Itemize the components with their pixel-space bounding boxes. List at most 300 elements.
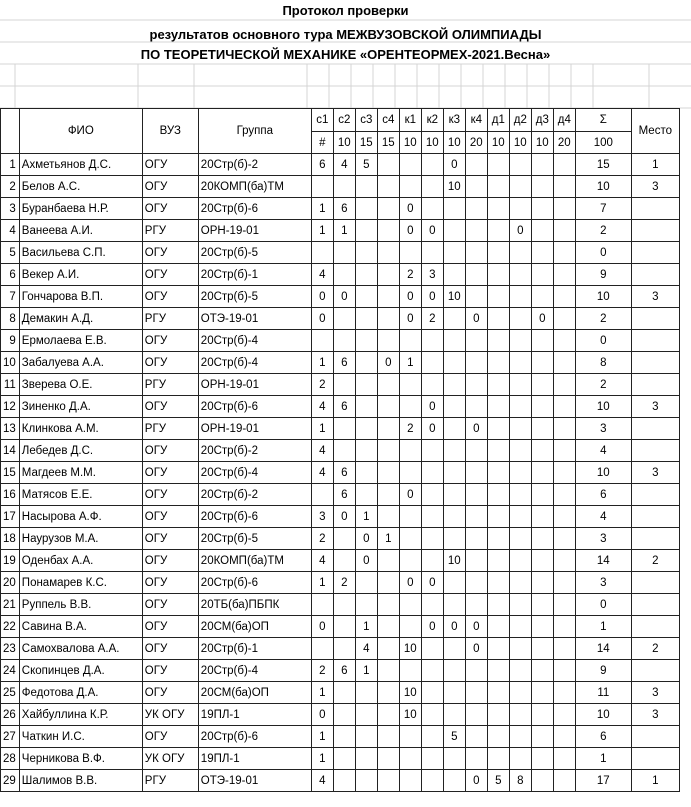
table-row bbox=[1, 726, 680, 748]
fio-cell: Скопинцев Д.А. bbox=[19, 660, 142, 682]
place-cell: 3 bbox=[631, 396, 679, 418]
score-cell bbox=[333, 264, 355, 286]
score-cell bbox=[487, 484, 509, 506]
max-points-cell: 10 bbox=[443, 132, 465, 154]
score-cell bbox=[355, 220, 377, 242]
score-cell bbox=[355, 484, 377, 506]
score-cell bbox=[421, 440, 443, 462]
score-cell bbox=[443, 374, 465, 396]
vuz-cell: ОГУ bbox=[142, 682, 198, 704]
score-cell: 0 bbox=[421, 220, 443, 242]
sum-cell: 10 bbox=[575, 704, 631, 726]
vuz-cell: РГУ bbox=[142, 418, 198, 440]
score-cell bbox=[553, 726, 575, 748]
score-cell bbox=[553, 286, 575, 308]
fio-cell: Черникова В.Ф. bbox=[19, 748, 142, 770]
row-number: 28 bbox=[1, 748, 20, 770]
score-cell bbox=[531, 550, 553, 572]
group-cell: 20Стр(б)-2 bbox=[198, 154, 311, 176]
vuz-cell: ОГУ bbox=[142, 440, 198, 462]
table-row bbox=[1, 418, 680, 440]
score-cell bbox=[443, 352, 465, 374]
task-header: д1 bbox=[487, 109, 509, 132]
vuz-cell: ОГУ bbox=[142, 550, 198, 572]
place-cell bbox=[631, 330, 679, 352]
group-cell: 20Стр(б)-2 bbox=[198, 484, 311, 506]
score-cell: 1 bbox=[311, 682, 333, 704]
score-cell bbox=[531, 374, 553, 396]
vuz-cell: ОГУ bbox=[142, 484, 198, 506]
score-cell bbox=[443, 770, 465, 792]
score-cell bbox=[531, 264, 553, 286]
score-cell bbox=[509, 704, 531, 726]
score-cell bbox=[553, 462, 575, 484]
sum-cell: 15 bbox=[575, 154, 631, 176]
place-cell bbox=[631, 374, 679, 396]
score-cell bbox=[509, 286, 531, 308]
place-cell bbox=[631, 440, 679, 462]
row-number: 13 bbox=[1, 418, 20, 440]
score-cell: 0 bbox=[465, 616, 487, 638]
place-cell bbox=[631, 594, 679, 616]
score-cell: 8 bbox=[509, 770, 531, 792]
score-cell bbox=[509, 396, 531, 418]
group-cell: 20Стр(б)-6 bbox=[198, 572, 311, 594]
score-cell: 10 bbox=[399, 638, 421, 660]
score-cell bbox=[377, 506, 399, 528]
sum-cell: 3 bbox=[575, 418, 631, 440]
score-cell: 0 bbox=[421, 572, 443, 594]
score-cell bbox=[553, 682, 575, 704]
score-cell bbox=[421, 550, 443, 572]
score-cell bbox=[421, 242, 443, 264]
score-cell: 4 bbox=[311, 264, 333, 286]
row-number: 4 bbox=[1, 220, 20, 242]
table-row bbox=[1, 682, 680, 704]
group-cell: 20Стр(б)-6 bbox=[198, 506, 311, 528]
sum-cell: 10 bbox=[575, 286, 631, 308]
max-points-cell: 10 bbox=[531, 132, 553, 154]
score-cell bbox=[421, 462, 443, 484]
task-header: с4 bbox=[377, 109, 399, 132]
score-cell: 1 bbox=[311, 198, 333, 220]
table-row bbox=[1, 616, 680, 638]
fio-header: ФИО bbox=[19, 109, 142, 154]
score-cell bbox=[487, 352, 509, 374]
score-cell bbox=[333, 308, 355, 330]
sum-cell: 0 bbox=[575, 242, 631, 264]
score-cell bbox=[421, 330, 443, 352]
score-cell bbox=[531, 418, 553, 440]
vuz-cell: УК ОГУ bbox=[142, 704, 198, 726]
score-cell bbox=[553, 484, 575, 506]
score-cell bbox=[531, 528, 553, 550]
fio-cell: Ермолаева Е.В. bbox=[19, 330, 142, 352]
fio-cell: Гончарова В.П. bbox=[19, 286, 142, 308]
row-number: 27 bbox=[1, 726, 20, 748]
score-cell bbox=[421, 176, 443, 198]
score-cell bbox=[465, 330, 487, 352]
score-cell: 10 bbox=[443, 286, 465, 308]
score-cell: 0 bbox=[421, 418, 443, 440]
score-cell bbox=[333, 550, 355, 572]
score-cell: 0 bbox=[465, 638, 487, 660]
score-cell: 1 bbox=[311, 748, 333, 770]
score-cell bbox=[553, 704, 575, 726]
vuz-cell: РГУ bbox=[142, 374, 198, 396]
fio-cell: Векер А.И. bbox=[19, 264, 142, 286]
score-cell: 10 bbox=[443, 176, 465, 198]
score-cell bbox=[355, 572, 377, 594]
fio-cell: Федотова Д.А. bbox=[19, 682, 142, 704]
score-cell bbox=[443, 484, 465, 506]
score-cell bbox=[333, 682, 355, 704]
vuz-cell: ОГУ bbox=[142, 506, 198, 528]
score-cell bbox=[531, 330, 553, 352]
score-cell bbox=[531, 638, 553, 660]
score-cell bbox=[553, 374, 575, 396]
score-cell bbox=[509, 660, 531, 682]
table-row bbox=[1, 572, 680, 594]
group-cell: 19ПЛ-1 bbox=[198, 748, 311, 770]
vuz-cell: ОГУ bbox=[142, 286, 198, 308]
score-cell bbox=[421, 374, 443, 396]
row-number: 11 bbox=[1, 374, 20, 396]
fio-cell: Васильева С.П. bbox=[19, 242, 142, 264]
place-cell: 3 bbox=[631, 682, 679, 704]
score-cell bbox=[421, 770, 443, 792]
fio-cell: Забалуева А.А. bbox=[19, 352, 142, 374]
score-cell bbox=[531, 396, 553, 418]
score-cell bbox=[531, 726, 553, 748]
vuz-cell: РГУ bbox=[142, 308, 198, 330]
table-row bbox=[1, 594, 680, 616]
score-cell bbox=[465, 726, 487, 748]
score-cell bbox=[355, 198, 377, 220]
score-cell bbox=[487, 308, 509, 330]
fio-cell: Насырова А.Ф. bbox=[19, 506, 142, 528]
place-cell: 2 bbox=[631, 638, 679, 660]
fio-cell: Белов А.С. bbox=[19, 176, 142, 198]
table-row bbox=[1, 396, 680, 418]
score-cell: 1 bbox=[399, 352, 421, 374]
score-cell: 10 bbox=[399, 704, 421, 726]
score-cell bbox=[355, 682, 377, 704]
score-cell: 4 bbox=[311, 396, 333, 418]
fio-cell: Матясов Е.Е. bbox=[19, 484, 142, 506]
score-cell bbox=[487, 638, 509, 660]
score-cell: 2 bbox=[333, 572, 355, 594]
max-points-cell: 15 bbox=[355, 132, 377, 154]
score-cell bbox=[487, 198, 509, 220]
group-cell: 20Стр(б)-6 bbox=[198, 396, 311, 418]
score-cell bbox=[487, 726, 509, 748]
score-cell bbox=[509, 484, 531, 506]
score-cell bbox=[333, 770, 355, 792]
score-cell bbox=[399, 770, 421, 792]
score-cell bbox=[553, 572, 575, 594]
score-cell bbox=[421, 506, 443, 528]
fio-cell: Оденбах А.А. bbox=[19, 550, 142, 572]
score-cell bbox=[421, 154, 443, 176]
score-cell bbox=[509, 374, 531, 396]
place-cell bbox=[631, 506, 679, 528]
task-header: к1 bbox=[399, 109, 421, 132]
score-cell: 4 bbox=[333, 154, 355, 176]
group-cell: 20Стр(б)-4 bbox=[198, 462, 311, 484]
score-cell bbox=[531, 242, 553, 264]
table-row bbox=[1, 242, 680, 264]
score-cell: 0 bbox=[399, 308, 421, 330]
table-row bbox=[1, 440, 680, 462]
score-cell bbox=[443, 528, 465, 550]
score-cell bbox=[443, 682, 465, 704]
row-number: 14 bbox=[1, 440, 20, 462]
protocol-title: Протокол проверки bbox=[282, 3, 409, 18]
score-cell bbox=[553, 396, 575, 418]
score-cell bbox=[487, 550, 509, 572]
row-number: 17 bbox=[1, 506, 20, 528]
score-cell bbox=[311, 176, 333, 198]
score-cell bbox=[531, 198, 553, 220]
vuz-header: ВУЗ bbox=[142, 109, 198, 154]
row-number: 16 bbox=[1, 484, 20, 506]
score-cell bbox=[443, 440, 465, 462]
score-cell bbox=[377, 264, 399, 286]
score-cell: 4 bbox=[311, 770, 333, 792]
group-cell: ОРН-19-01 bbox=[198, 220, 311, 242]
group-cell: 20Стр(б)-1 bbox=[198, 264, 311, 286]
score-cell bbox=[531, 748, 553, 770]
group-cell: 20Стр(б)-4 bbox=[198, 660, 311, 682]
score-cell bbox=[421, 594, 443, 616]
max-points-cell: 10 bbox=[421, 132, 443, 154]
score-cell bbox=[443, 308, 465, 330]
score-cell bbox=[377, 484, 399, 506]
score-cell bbox=[553, 176, 575, 198]
score-cell bbox=[443, 572, 465, 594]
sum-cell: 10 bbox=[575, 462, 631, 484]
score-cell bbox=[487, 528, 509, 550]
score-cell bbox=[355, 748, 377, 770]
task-header: д2 bbox=[509, 109, 531, 132]
group-cell: 20Стр(б)-5 bbox=[198, 286, 311, 308]
vuz-cell: ОГУ bbox=[142, 528, 198, 550]
score-cell bbox=[553, 264, 575, 286]
score-cell: 5 bbox=[443, 726, 465, 748]
group-header: Группа bbox=[198, 109, 311, 154]
score-cell bbox=[377, 330, 399, 352]
table-row bbox=[1, 462, 680, 484]
row-number: 23 bbox=[1, 638, 20, 660]
score-cell: 2 bbox=[311, 374, 333, 396]
score-cell bbox=[421, 726, 443, 748]
score-cell bbox=[509, 198, 531, 220]
group-cell: 20Стр(б)-5 bbox=[198, 242, 311, 264]
table-row bbox=[1, 528, 680, 550]
score-cell bbox=[465, 594, 487, 616]
group-cell: 20СМ(ба)ОП bbox=[198, 682, 311, 704]
sum-cell: 4 bbox=[575, 506, 631, 528]
score-cell bbox=[553, 308, 575, 330]
vuz-cell: РГУ bbox=[142, 220, 198, 242]
score-cell bbox=[509, 506, 531, 528]
score-cell bbox=[443, 242, 465, 264]
score-cell bbox=[487, 660, 509, 682]
score-cell bbox=[465, 748, 487, 770]
vuz-cell: ОГУ bbox=[142, 352, 198, 374]
score-cell bbox=[487, 330, 509, 352]
fio-cell: Лебедев Д.С. bbox=[19, 440, 142, 462]
score-cell: 0 bbox=[443, 616, 465, 638]
fio-cell: Шалимов В.В. bbox=[19, 770, 142, 792]
score-cell bbox=[531, 154, 553, 176]
score-cell bbox=[553, 154, 575, 176]
score-cell bbox=[377, 660, 399, 682]
score-cell bbox=[531, 484, 553, 506]
score-cell bbox=[553, 770, 575, 792]
score-cell bbox=[421, 484, 443, 506]
score-cell bbox=[399, 660, 421, 682]
sum-cell: 10 bbox=[575, 396, 631, 418]
max-points-cell: 15 bbox=[377, 132, 399, 154]
sum-cell: 2 bbox=[575, 308, 631, 330]
score-cell bbox=[553, 330, 575, 352]
sum-max-cell: 100 bbox=[575, 132, 631, 154]
row-number: 5 bbox=[1, 242, 20, 264]
group-cell: 20КОМП(ба)ТМ bbox=[198, 550, 311, 572]
score-cell bbox=[509, 616, 531, 638]
score-cell bbox=[553, 616, 575, 638]
group-cell: ОРН-19-01 bbox=[198, 418, 311, 440]
score-cell bbox=[531, 572, 553, 594]
score-cell bbox=[487, 594, 509, 616]
max-points-cell: 10 bbox=[333, 132, 355, 154]
score-cell bbox=[553, 220, 575, 242]
row-number: 10 bbox=[1, 352, 20, 374]
score-cell: 2 bbox=[421, 308, 443, 330]
score-cell bbox=[377, 374, 399, 396]
max-points-cell: 10 bbox=[509, 132, 531, 154]
fio-cell: Демакин А.Д. bbox=[19, 308, 142, 330]
table-row bbox=[1, 176, 680, 198]
table-row bbox=[1, 550, 680, 572]
score-cell bbox=[377, 748, 399, 770]
place-cell bbox=[631, 352, 679, 374]
score-cell bbox=[465, 572, 487, 594]
score-cell: 6 bbox=[333, 660, 355, 682]
score-cell bbox=[509, 418, 531, 440]
score-cell: 0 bbox=[399, 220, 421, 242]
score-cell bbox=[421, 638, 443, 660]
score-cell bbox=[509, 264, 531, 286]
score-cell: 0 bbox=[355, 528, 377, 550]
group-cell: 19ПЛ-1 bbox=[198, 704, 311, 726]
score-cell bbox=[553, 550, 575, 572]
score-cell bbox=[443, 704, 465, 726]
vuz-cell: ОГУ bbox=[142, 198, 198, 220]
score-cell bbox=[465, 176, 487, 198]
score-cell bbox=[377, 396, 399, 418]
place-cell: 2 bbox=[631, 550, 679, 572]
score-cell: 0 bbox=[421, 286, 443, 308]
score-cell bbox=[487, 704, 509, 726]
place-cell bbox=[631, 264, 679, 286]
fio-cell: Савина В.А. bbox=[19, 616, 142, 638]
score-cell bbox=[443, 594, 465, 616]
score-cell bbox=[465, 154, 487, 176]
score-cell bbox=[399, 330, 421, 352]
score-cell bbox=[465, 264, 487, 286]
score-cell bbox=[509, 682, 531, 704]
vuz-cell: ОГУ bbox=[142, 154, 198, 176]
score-cell bbox=[487, 220, 509, 242]
table-row bbox=[1, 154, 680, 176]
score-cell bbox=[333, 374, 355, 396]
score-cell bbox=[355, 286, 377, 308]
score-cell bbox=[421, 704, 443, 726]
score-cell: 1 bbox=[311, 352, 333, 374]
group-cell: 20Стр(б)-1 bbox=[198, 638, 311, 660]
score-cell bbox=[465, 484, 487, 506]
place-cell bbox=[631, 198, 679, 220]
score-cell bbox=[399, 528, 421, 550]
sum-cell: 4 bbox=[575, 440, 631, 462]
score-cell: 0 bbox=[399, 572, 421, 594]
task-header: с3 bbox=[355, 109, 377, 132]
sum-header: Σ bbox=[575, 109, 631, 132]
score-cell bbox=[311, 638, 333, 660]
score-cell bbox=[487, 264, 509, 286]
score-cell: 0 bbox=[465, 308, 487, 330]
score-cell bbox=[377, 638, 399, 660]
sum-cell: 14 bbox=[575, 550, 631, 572]
place-cell bbox=[631, 528, 679, 550]
score-cell: 0 bbox=[311, 616, 333, 638]
score-cell bbox=[487, 176, 509, 198]
place-cell bbox=[631, 308, 679, 330]
score-cell bbox=[531, 506, 553, 528]
score-cell bbox=[399, 440, 421, 462]
score-cell bbox=[509, 550, 531, 572]
vuz-cell: ОГУ bbox=[142, 330, 198, 352]
row-number: 3 bbox=[1, 198, 20, 220]
score-cell bbox=[377, 594, 399, 616]
score-cell bbox=[487, 242, 509, 264]
group-cell: 20СМ(ба)ОП bbox=[198, 616, 311, 638]
fio-cell: Наурузов М.А. bbox=[19, 528, 142, 550]
score-cell bbox=[487, 374, 509, 396]
score-cell: 0 bbox=[465, 418, 487, 440]
score-cell bbox=[531, 770, 553, 792]
score-cell bbox=[377, 726, 399, 748]
fio-cell: Зиненко Д.А. bbox=[19, 396, 142, 418]
group-cell: ОТЭ-19-01 bbox=[198, 308, 311, 330]
score-cell: 6 bbox=[333, 462, 355, 484]
row-number: 15 bbox=[1, 462, 20, 484]
row-number: 1 bbox=[1, 154, 20, 176]
max-points-cell: 20 bbox=[553, 132, 575, 154]
group-cell: 20ТБ(ба)ПБПК bbox=[198, 594, 311, 616]
score-cell bbox=[333, 616, 355, 638]
score-cell bbox=[443, 660, 465, 682]
score-cell bbox=[355, 176, 377, 198]
score-cell bbox=[377, 418, 399, 440]
score-cell bbox=[531, 286, 553, 308]
score-cell bbox=[531, 594, 553, 616]
score-cell bbox=[553, 660, 575, 682]
score-cell bbox=[443, 198, 465, 220]
